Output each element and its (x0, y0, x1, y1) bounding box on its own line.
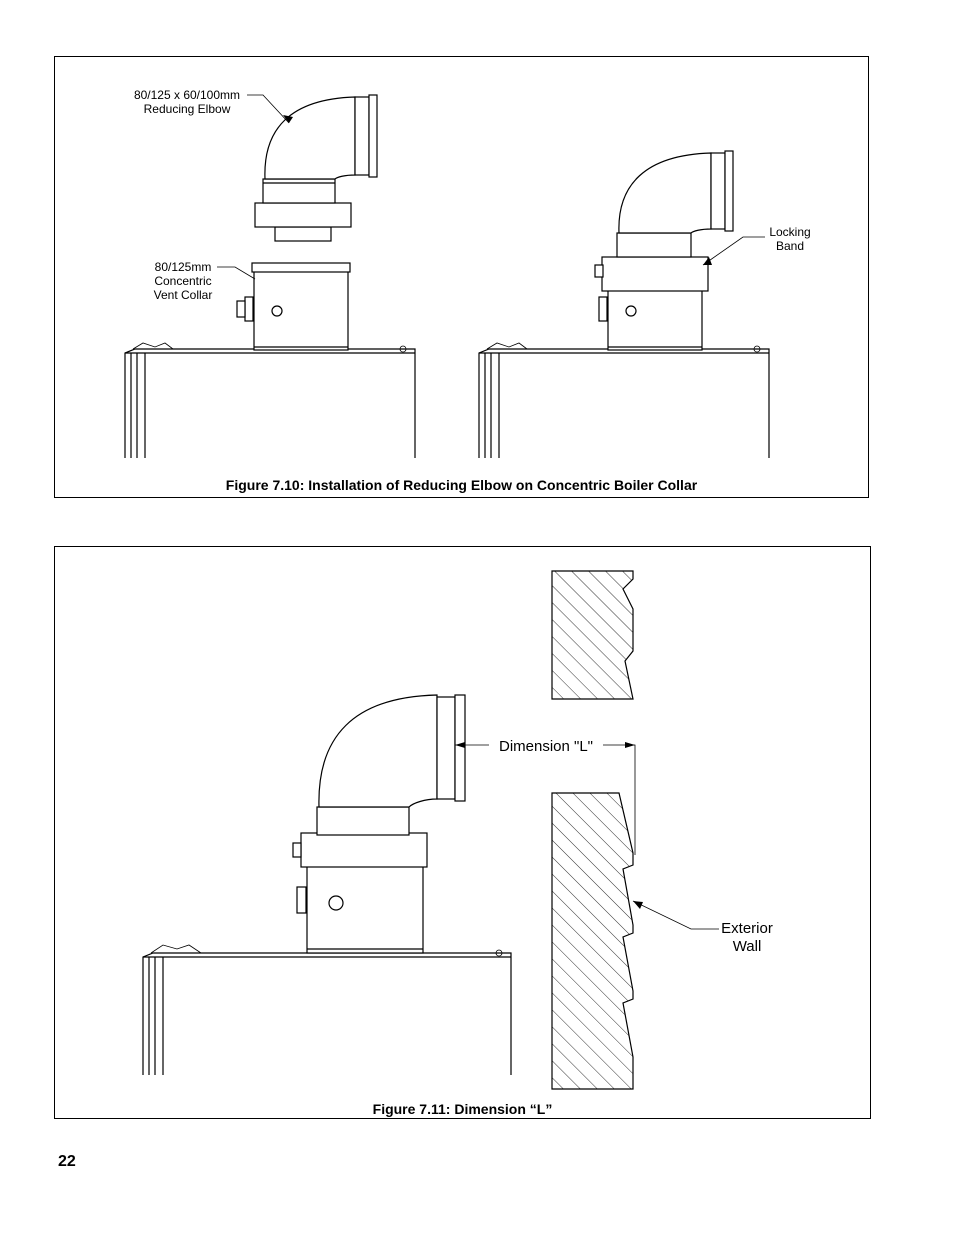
leader-locking-band (703, 237, 765, 265)
label-exterior-wall-1: Exterior (721, 920, 773, 937)
exterior-wall-lower (552, 793, 633, 1089)
label-vent-collar-2: Concentric (154, 274, 212, 288)
boiler-left (125, 343, 415, 458)
figure-7-11 (54, 546, 871, 1119)
boiler (143, 945, 511, 1075)
label-exterior-wall-2: Wall (732, 938, 762, 955)
figure-7-10-drawing (55, 57, 867, 497)
vent-collar-left (237, 263, 350, 350)
label-locking-band-2: Band (775, 239, 805, 253)
label-reducing-elbow-1: 80/125 x 60/100mm (133, 88, 241, 102)
figure-7-11-caption: Figure 7.11: Dimension “L” (372, 1101, 553, 1117)
label-locking-band-1: Locking (769, 225, 811, 239)
figure-7-10-caption: Figure 7.10: Installation of Reducing Elbow on Concentric Boiler Collar (225, 477, 698, 493)
page-number: 22 (58, 1153, 76, 1170)
exterior-wall-upper (552, 571, 633, 699)
figure-7-11-drawing (55, 547, 869, 1118)
label-reducing-elbow-2: Reducing Elbow (143, 102, 231, 116)
boiler-right (479, 343, 769, 458)
leader-exterior-wall (633, 901, 719, 929)
label-vent-collar-3: Vent Collar (153, 288, 213, 302)
leader-vent-collar (217, 267, 255, 279)
label-vent-collar-1: 80/125mm (154, 260, 212, 274)
vent-collar-elbow (293, 695, 465, 953)
figure-7-10 (54, 56, 869, 498)
label-dimension-l: Dimension "L" (498, 738, 594, 755)
reducing-elbow-left (255, 95, 377, 241)
vent-collar-right (595, 151, 733, 350)
leader-reducing-elbow (247, 95, 289, 123)
